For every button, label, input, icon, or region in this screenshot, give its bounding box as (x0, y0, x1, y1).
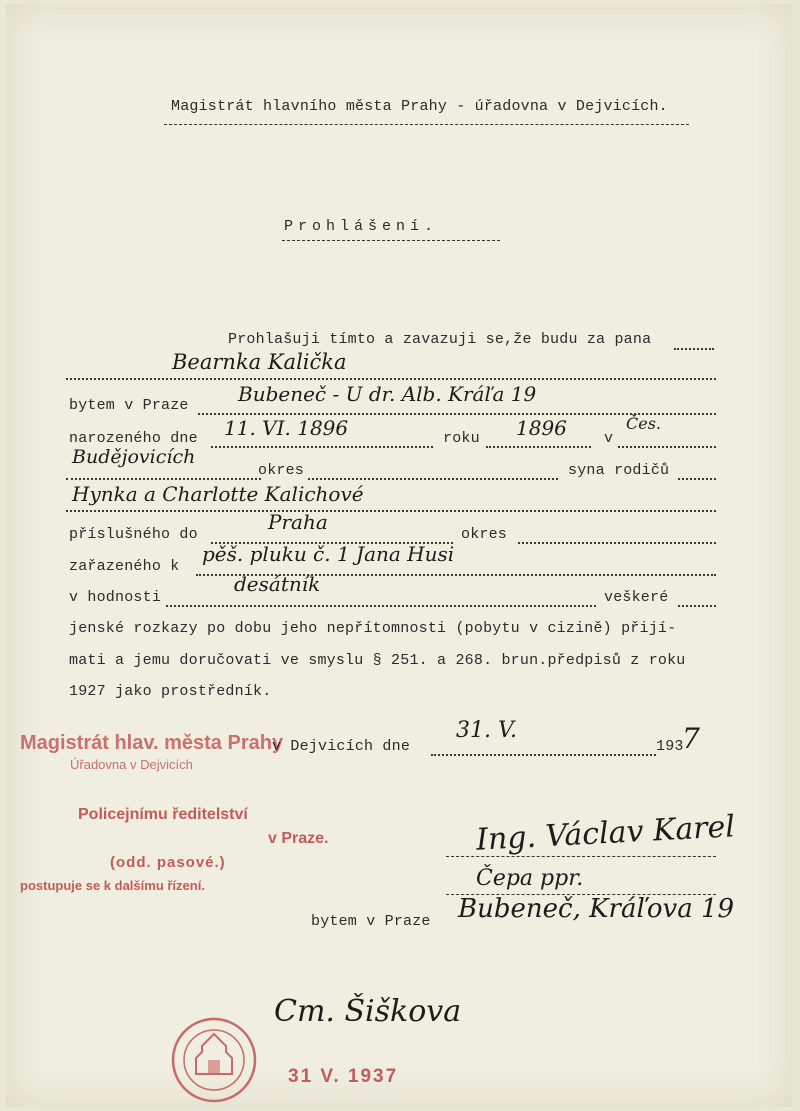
unit-label: zařazeného k (69, 558, 180, 575)
header-underline (164, 124, 689, 125)
document-page (6, 4, 792, 1107)
address-label: bytem v Praze (69, 397, 189, 414)
parents-dots (66, 510, 716, 512)
signature-line (446, 856, 716, 857)
all-label: veškeré (604, 589, 669, 606)
office-stamp-line-1: Magistrát hlav. města Prahy (20, 732, 284, 754)
body-line-3: 1927 jako prostředník. (69, 683, 272, 700)
intro-dots (674, 348, 714, 350)
document-title: Prohlášení. (284, 218, 439, 235)
handwritten-birth-year: 1896 (516, 416, 567, 440)
district-dots (308, 478, 558, 480)
police-stamp-line-1: Policejnímu ředitelství (78, 806, 248, 823)
round-seal (170, 1016, 258, 1104)
parents-label-dots (678, 478, 716, 480)
domicile-label: příslušného do (69, 526, 198, 543)
all-dots (678, 605, 716, 607)
date-label: v Dejvicích dne (272, 738, 411, 755)
handwritten-birth-date: 11. VI. 1896 (224, 416, 349, 440)
date-stamp: 31 V. 1937 (288, 1066, 399, 1087)
body-line-2: mati a jemu doručovati ve smyslu § 251. a 268. brun.předpisů z roku (69, 652, 686, 669)
date-dots (431, 754, 656, 756)
office-stamp-line-2: Úřadovna v Dejvicích (70, 757, 193, 772)
handwritten-signature: Ing. Václav Karel (475, 809, 736, 858)
title-underline (282, 240, 500, 241)
police-stamp-line-3: (odd. pasové.) (110, 854, 226, 871)
name-dots (66, 378, 716, 380)
handwritten-rank: desátník (234, 572, 321, 596)
district-label: okres (258, 462, 305, 479)
handwritten-birth-place-b: Budějovicích (72, 446, 196, 468)
handwritten-parents: Hynka a Charlotte Kalichové (72, 482, 364, 506)
handwritten-year-digit: 7 (682, 722, 700, 755)
place-label: v (604, 430, 614, 447)
rank-dots (166, 605, 596, 607)
birth-place-dots (66, 478, 261, 480)
police-stamp-line-2: v Praze. (268, 830, 329, 847)
police-stamp-line-4: postupuje se k dalšímu řízení. (20, 878, 205, 893)
district2-dots (518, 542, 716, 544)
handwritten-unit: pěš. pluku č. 1 Jana Husi (202, 542, 455, 566)
handwritten-signature-sub: Čepa ppr. (476, 866, 584, 891)
intro-text: Prohlašuji tímto a zavazuji se,že budu za pana (228, 331, 652, 348)
year-label: roku (443, 430, 480, 447)
document-header: Magistrát hlavního města Prahy - úřadovna v Dejvicích. (171, 98, 668, 115)
signer-address-label: bytem v Praze (311, 913, 431, 930)
parents-label: syna rodičů (568, 462, 670, 479)
date-year: 193 (656, 738, 684, 755)
handwritten-officer-signature: Cm. Šiškova (274, 994, 462, 1029)
rank-label: v hodnosti (69, 589, 162, 606)
handwritten-date: 31. V. (456, 718, 518, 743)
body-line-1: jenské rozkazy po dobu jeho nepřítomnosti (pobytu v cizině) přijí- (69, 620, 677, 637)
birth-date-dots (211, 446, 433, 448)
birth-date-label: narozeného dne (69, 430, 198, 447)
handwritten-address: Bubeneč - U dr. Alb. Kráľa 19 (238, 382, 537, 406)
district2-label: okres (461, 526, 508, 543)
handwritten-signer-address: Bubeneč, Kráľova 19 (458, 894, 735, 924)
handwritten-name: Bearnka Kalička (172, 350, 347, 374)
handwritten-birth-place-a: Čes. (626, 414, 662, 433)
handwritten-domicile: Praha (268, 510, 328, 534)
birth-year-dots (486, 446, 591, 448)
place-dots (618, 446, 716, 448)
